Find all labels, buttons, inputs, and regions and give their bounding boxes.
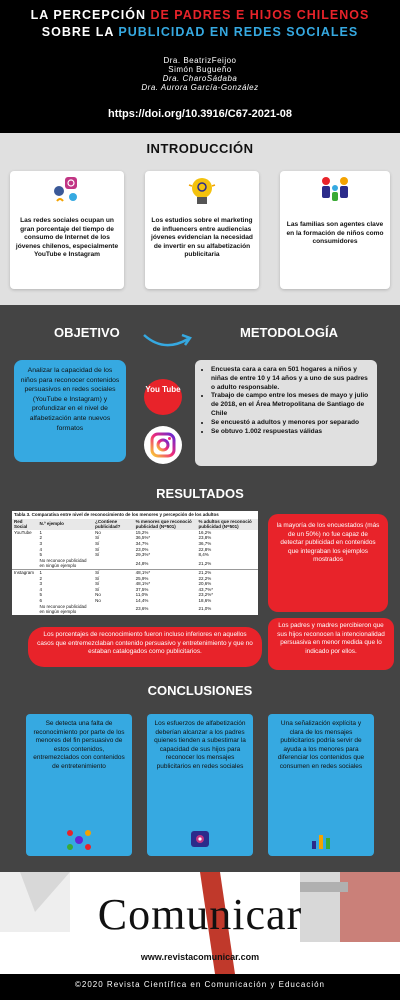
media-icon (187, 829, 213, 851)
table-header: N.º ejemplo (37, 519, 93, 530)
table-cell: 18,6% (198, 597, 212, 603)
table-cell: 36,7% (198, 540, 212, 546)
methodology-box (195, 360, 377, 466)
table-cell: 4 (39, 586, 42, 592)
table-cell: 37,5% (135, 586, 149, 592)
methodology-item: • Encuesta cara a cara en 501 hogares a niños y niñas de entre 10 y 14 años y a uno de sus padres o adulto responsable. (211, 366, 373, 392)
table-cell: 24,8% (135, 560, 149, 566)
table-cell: 4 (39, 546, 42, 552)
table-header: % adultos que reconoció publicidad (N=501) (196, 519, 258, 530)
idea-bulb-icon (145, 175, 259, 215)
doi-link[interactable]: https://doi.org/10.3916/C67-2021-08 (107, 108, 292, 120)
methodology-list (211, 366, 373, 436)
table-cell: Sí (95, 586, 100, 592)
table-cell: 5 (39, 592, 42, 598)
author: Simón Bugueño (168, 65, 232, 74)
conclusion-box (268, 714, 374, 856)
conclusion-text: Una señalización explícita y clara de los mensajes publicitarios podría servir de ayuda a los menores para diferenciar los contenidos que consumen en redes sociales (277, 720, 365, 770)
table-header: ¿Contiene publicidad? (93, 519, 134, 530)
conclusion-box (26, 714, 132, 856)
table-cell: 23,2%* (198, 592, 213, 598)
conclusion-box (147, 714, 253, 856)
table-cell: 21,0% (198, 606, 212, 612)
table-cell: Sí (95, 540, 100, 546)
table-cell (93, 558, 134, 570)
table-cell: Sí (95, 569, 100, 575)
table-cell: 34,7% (135, 540, 149, 546)
table-cell: 23,0% (135, 546, 149, 552)
table-cell (12, 558, 37, 570)
table-cell (93, 604, 134, 615)
table-cell: 23,8% (198, 535, 212, 541)
copyright: ©2020 Revista Científica en Comunicación y Educación (75, 980, 325, 989)
table-caption: Tabla 3. Comparativa entre nivel de reconocimiento de los menores y percepción de los adultos (14, 512, 219, 517)
table-cell: No (95, 592, 101, 598)
table-cell: Sí (95, 535, 100, 541)
table-cell: 15,2% (135, 529, 149, 535)
table-header: Red Social (12, 519, 37, 530)
intro-card-text: Las redes sociales ocupan un gran porcentaje del tiempo de consumo de Internet de los jóvenes chilenos, especialmente YouTube e Instagram (15, 217, 119, 259)
social-network-icon (10, 175, 124, 211)
results-title: RESULTADOS (156, 486, 244, 501)
intro-card (280, 171, 390, 289)
table-cell: 14,4% (135, 597, 149, 603)
table-cell: YouTube (14, 529, 32, 535)
molecule-icon (66, 829, 92, 851)
table-cell: 3 (39, 540, 42, 546)
methodology-item: • Se encuestó a adultos y menores por separado (211, 419, 373, 428)
table-cell: 1 (39, 569, 42, 575)
header (0, 0, 400, 133)
table-cell: 21,2% (198, 569, 212, 575)
result-bubble: la mayoría de los encuestados (más de un 50%) no fue capaz de detectar publicidad en contenidos que integraban los ejemplos mostrados (268, 514, 388, 612)
table-cell: 5 (39, 552, 42, 558)
author: Dra. CharoSádaba (162, 74, 238, 83)
table-cell: Sí (95, 575, 100, 581)
title-line-1: LA PERCEPCIÓN DE PADRES E HIJOS CHILENOS (30, 8, 370, 22)
website-link[interactable]: www.revistacomunicar.com (140, 952, 260, 962)
section-title: INTRODUCCIÓN (146, 141, 254, 156)
intro-card (145, 171, 259, 289)
result-bubble: Los porcentajes de reconocimiento fueron incluso inferiores en aquellos casos que entremezclaban contenido persuasivo y entretenimiento y que no estaban catalogados como publicitarios. (28, 627, 262, 667)
intro-card-text: Las familias son agentes clave en la formación de niños como consumidores (286, 221, 384, 246)
table-header-row (12, 519, 258, 530)
table-row (12, 558, 258, 570)
instagram-icon (144, 426, 182, 464)
arrow-icon (140, 327, 196, 353)
table-cell: 2 (39, 575, 42, 581)
methodology-item: • Se obtuvo 1.002 respuestas válidas (211, 428, 373, 437)
table-cell: No reconoce publicidad en ningún ejemplo (39, 603, 87, 615)
results-table (12, 511, 258, 615)
table-cell: 20,6% (198, 581, 212, 587)
objective-box (14, 360, 126, 462)
conclusions-title: CONCLUSIONES (147, 683, 253, 698)
table-cell: 22,2% (198, 575, 212, 581)
table-cell: No (95, 529, 101, 535)
table-cell: 11,0% (135, 592, 149, 598)
result-bubble: Los padres y madres percibieron que sus hijos reconocen la intencionalidad persuasiva en menor medida que lo indicado por ellos. (268, 618, 394, 670)
table-cell: 1 (39, 529, 42, 535)
table-cell: 36,5%* (135, 535, 151, 541)
objective-text: Analizar la capacidad de los niños para reconocer contenidos persuasivos en redes sociales (YouTube e Instagram) y profundizar en el nivel de alfabetización ante nuevos formatos (20, 367, 120, 432)
table-cell: 3 (39, 581, 42, 587)
objective-title: OBJETIVO (54, 325, 120, 340)
table-header: % menores que reconoció publicidad (N=501) (134, 519, 197, 530)
table-cell: No (95, 597, 101, 603)
table-cell: 48,1%* (135, 581, 151, 587)
table-cell (12, 604, 37, 615)
table-cell: No reconoce publicidad en ningún ejemplo (39, 557, 87, 569)
table-cell: 22,8% (198, 546, 212, 552)
table-cell: 43,7%* (198, 586, 213, 592)
bar-chart-icon (308, 829, 334, 851)
logo: Comunicar (97, 890, 303, 939)
table-cell: 2 (39, 535, 42, 541)
table-cell: 29,3%* (135, 552, 151, 558)
conclusion-text: Se detecta una falta de reconocimiento por parte de los menores del fin persuasivo de estos contenidos, entremezclados con contenidos de entretenimiento (33, 720, 125, 770)
table-cell: Sí (95, 581, 100, 587)
table-row (12, 604, 258, 615)
table-cell: Sí (95, 552, 100, 558)
methodology-item: • Trabajo de campo entre los meses de mayo y julio de 2018, en el Área Metropolitana de Santiago de Chile (211, 392, 373, 418)
table-cell: 23,6% (135, 606, 149, 612)
table-cell: 21,2% (198, 560, 212, 566)
intro-card-text: Los estudios sobre el marketing de influencers entre audiencias jóvenes evidencian la necesidad de invertir en su alfabetización publicitaria (151, 217, 253, 259)
table-cell: 8,4% (198, 552, 209, 558)
intro-card (10, 171, 124, 289)
table-cell: 6 (39, 597, 42, 603)
family-icon (280, 175, 390, 211)
author: Dra. BeatrizFeijoo (163, 56, 237, 65)
title-line-2: SOBRE LA PUBLICIDAD EN REDES SOCIALES (41, 25, 359, 39)
author: Dra. Aurora García-González (141, 83, 259, 92)
table-cell: Sí (95, 546, 100, 552)
youtube-icon: You Tube (144, 379, 182, 415)
authors (0, 56, 400, 92)
table-cell: 25,9% (135, 575, 149, 581)
table-cell: 48,1%* (135, 569, 151, 575)
methodology-title: METODOLOGÍA (240, 325, 338, 340)
table-cell: 16,2% (198, 529, 212, 535)
conclusion-text: Los esfuerzos de alfabetización deberían alcanzar a los padres quienes tienden a subestimar la capacidad de sus hijos para reconocer los mensajes publicitarios en redes sociales (154, 720, 246, 770)
intro-section (0, 133, 400, 305)
table-cell: Instagram (14, 569, 35, 575)
